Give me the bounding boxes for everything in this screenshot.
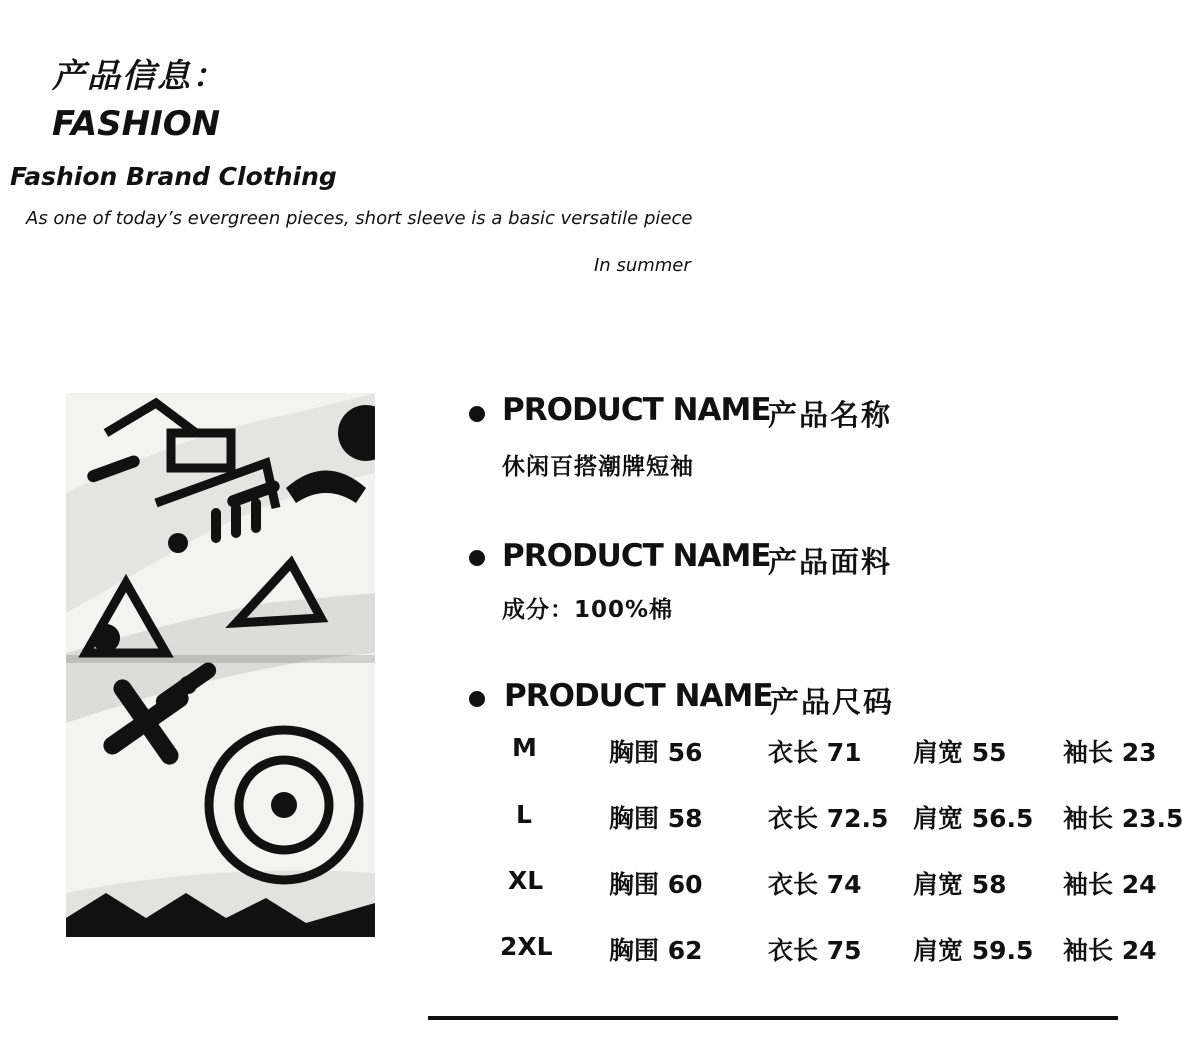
section-title-cn: 产品面料 — [768, 545, 893, 579]
size-label: M — [512, 733, 537, 762]
chest-value: 胸围 58 — [609, 804, 703, 833]
length-value: 衣长 75 — [768, 936, 862, 965]
section-bullet — [469, 406, 485, 422]
chest-value: 胸围 56 — [609, 738, 703, 767]
section-title: PRODUCT NAME — [502, 392, 771, 428]
info-title: 产品信息： — [52, 56, 227, 95]
sleeve-value: 袖长 23 — [1063, 738, 1157, 767]
brand-tagline: Fashion Brand Clothing — [10, 162, 337, 191]
length-value: 衣长 71 — [768, 738, 862, 767]
length-value: 衣长 74 — [768, 870, 862, 899]
shoulder-value: 肩宽 55 — [913, 738, 1007, 767]
section-bullet — [469, 550, 485, 566]
size-label: L — [516, 800, 532, 829]
fabric-print-photo — [66, 393, 375, 937]
shoulder-value: 肩宽 58 — [913, 870, 1007, 899]
section-bullet — [469, 691, 485, 707]
bottom-divider — [428, 1016, 1118, 1020]
fashion-heading: FASHION — [52, 104, 221, 144]
shoulder-value: 肩宽 56.5 — [913, 804, 1034, 833]
chest-value: 胸围 60 — [609, 870, 703, 899]
season-note: In summer — [594, 255, 691, 276]
product-name-value: 休闲百搭潮牌短袖 — [502, 454, 694, 480]
chest-value: 胸围 62 — [609, 936, 703, 965]
sleeve-value: 袖长 23.5 — [1063, 804, 1184, 833]
fabric-value: 成分：100%棉 — [502, 597, 674, 623]
shoulder-value: 肩宽 59.5 — [913, 936, 1034, 965]
size-label: XL — [508, 866, 544, 895]
section-title-cn: 产品尺码 — [770, 685, 895, 719]
sleeve-value: 袖长 24 — [1063, 870, 1157, 899]
section-title: PRODUCT NAME — [502, 538, 771, 574]
sleeve-value: 袖长 24 — [1063, 936, 1157, 965]
length-value: 衣长 72.5 — [768, 804, 889, 833]
size-label: 2XL — [500, 932, 553, 961]
product-description: As one of today’s evergreen pieces, short sleeve is a basic versatile piece — [26, 208, 693, 229]
section-title: PRODUCT NAME — [504, 678, 773, 714]
section-title-cn: 产品名称 — [768, 398, 893, 432]
